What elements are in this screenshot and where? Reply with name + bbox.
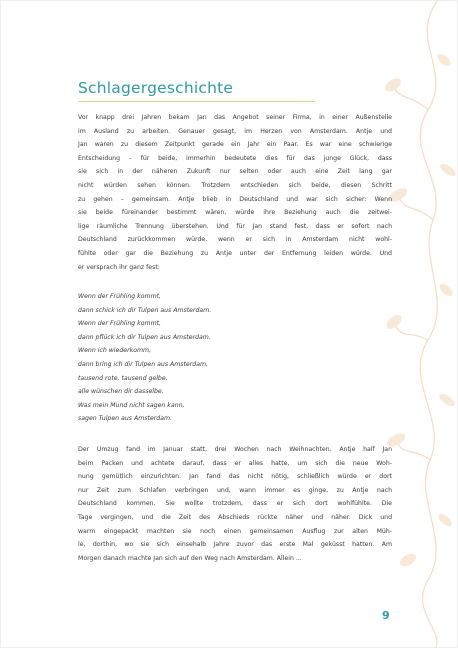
text-line: zu gehen – gemeinsam. Antje blieb in Deutschland und war sich sicher: Wenn (78, 195, 392, 203)
text-line: beim Packen und achtete darauf, dass er alles hatte, um sich die neue Woh- (78, 459, 392, 467)
lyric-line: tausend rote, tausend gelbe, (78, 374, 168, 382)
page-title: Schlagergeschichte (78, 79, 234, 97)
lyric-line: dann bring ich dir Tulpen aus Amsterdam, (78, 360, 208, 368)
text-line: lige räumliche Trennung überstehen. Und für Jan stand fest, dass er sofort nach (78, 222, 392, 230)
song-lyrics (78, 290, 211, 426)
lyric-line: Was mein Mund nicht sagen kann, (78, 401, 185, 409)
title-underline (78, 101, 315, 102)
lyric-line: sagen Tulpen aus Amsterdam. (78, 415, 172, 423)
text-line: Deutschland kommen. Sie wollte trotzdem, dass er sich dort wohlfühlte. Die (78, 500, 392, 508)
paragraph-2 (78, 443, 392, 565)
page-number: 9 (382, 609, 390, 622)
paragraph-1 (78, 111, 392, 274)
text-line: im Ausland zu arbeiten. Genauer gesagt, im Herzen von Amsterdam. Antje und (78, 127, 392, 135)
text-line: sie beide füreinander bestimmt wären, würde ihre Beziehung auch die zeitwei- (78, 209, 392, 217)
text-line: fühlte oder gar die Beziehung zu Antje unter der Entfernung leiden würde. Und (78, 249, 392, 257)
lyric-line: dann schick ich dir Tulpen aus Amsterdam. (78, 306, 212, 314)
lyric-line: Wenn ich wiederkomm, (78, 347, 151, 355)
text-line: Entscheidung – für beide, immerhin bedeutete dies für das junge Glück, dass (78, 154, 392, 162)
lyric-line: alle wünschen dir dasselbe. (78, 388, 164, 396)
text-line: Deutschland zurückkommen würde, wenn er sich in Amsterdam nicht wohl- (78, 236, 392, 244)
text-line: Jan waren zu diesem Zeitpunkt gerade ein Jahr ein Paar. Es war eine schwierige (78, 141, 392, 149)
text-line: le, dorthin, wo sie sich einsehalb Jahre zuvor das erste Mal geküsst hatten. Am (78, 541, 392, 549)
text-line: Vor knapp drei Jahren bekam Jan das Angebot seiner Firma, in einer Außenstelle (78, 114, 392, 121)
text-line: nur Zeit zum Schlafen verbringen und, wann immer es ginge, zu Antje nach (78, 486, 392, 494)
text-line: Morgen danach machte Jan sich auf den Weg nach Amsterdam. Allein ... (78, 554, 302, 562)
text-line: warm eingepackt machten sie noch einen gemeinsamen Ausflug zur alten Müh- (78, 527, 392, 535)
lyric-line: dann pflück ich dir Tulpen aus Amsterdam. (78, 333, 211, 341)
lyric-line: Wenn der Frühling kommt, (78, 293, 161, 300)
text-line: nicht würden sehen können. Trotzdem entschieden sich beide, diesen Schritt (78, 181, 392, 189)
text-line: Der Umzug fand im Januar statt, drei Wochen nach Weihnachten. Antje half Jan (78, 446, 392, 453)
text-line: er versprach ihr ganz fest: (78, 263, 160, 271)
text-line: sie sich in der näheren Zukunft nur selten oder auch eine Zeit lang gar (78, 168, 392, 176)
text-line: Tage vergingen, und die Zeit des Abschieds rückte näher und näher. Dick und (78, 513, 392, 521)
text-line: nung gemütlich einzurichten. Jan fand das nicht nötig, schließlich würde er dort (78, 473, 392, 481)
lyric-line: Wenn der Frühling kommt, (78, 320, 161, 328)
